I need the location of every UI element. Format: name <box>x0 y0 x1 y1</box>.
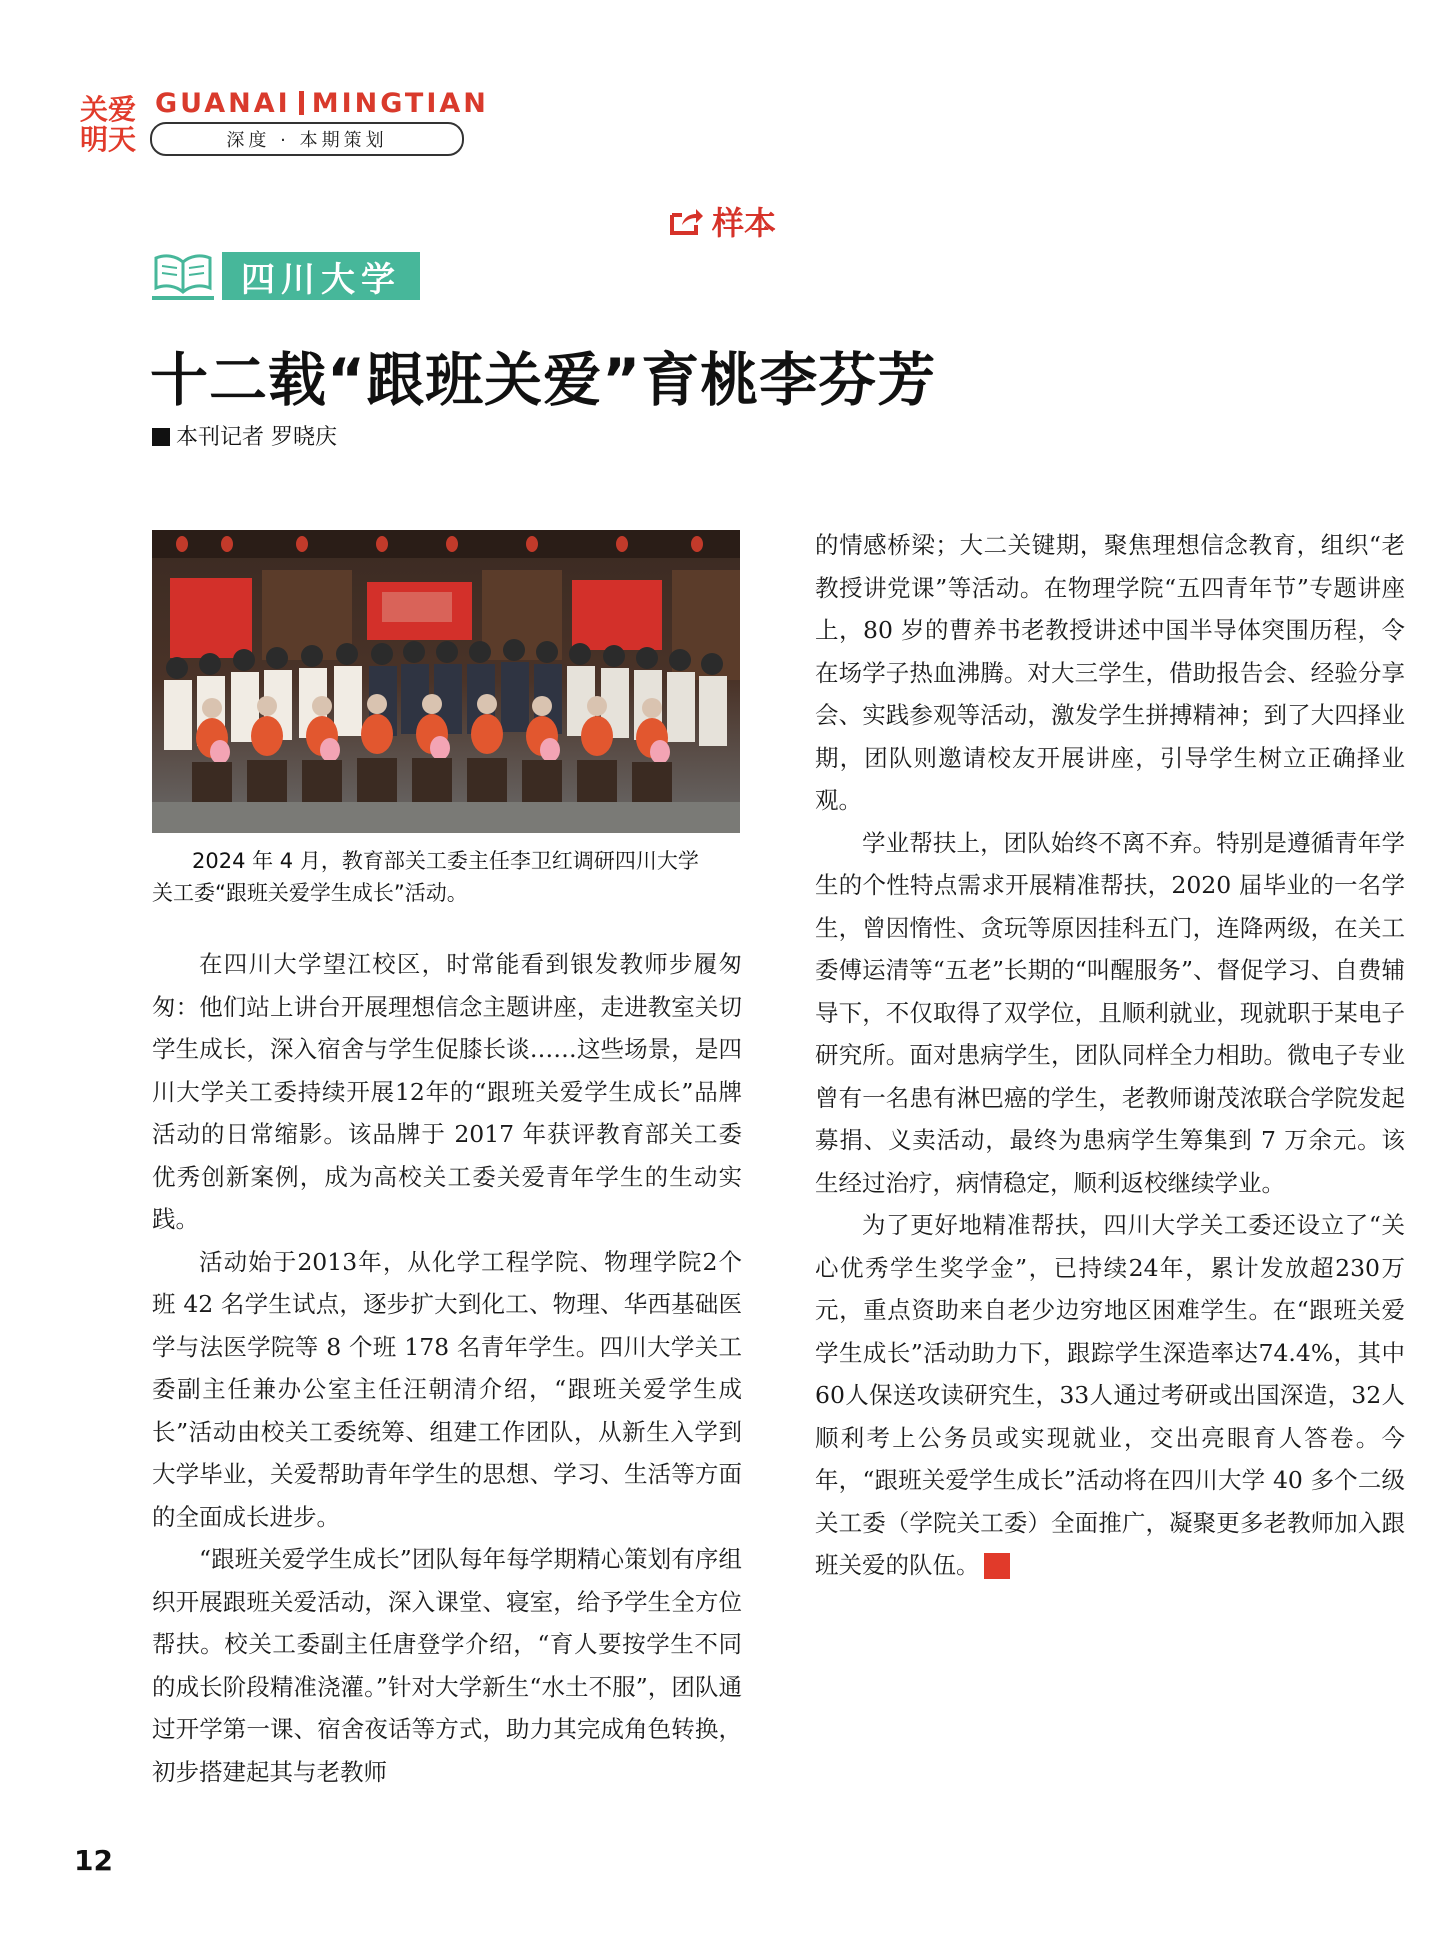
brand-right: MINGTIAN <box>311 88 489 119</box>
brand-separator <box>299 91 304 115</box>
paragraph-text: 为了更好地精准帮扶，四川大学关工委还设立了“关心优秀学生奖学金”，已持续24年，累计发放超230万元，重点资助来自老少边穷地区困难学生。在“跟班关爱学生成长”活动助力下，跟踪学生深造率达74.4%，其中60人保送攻读研究生，33人通过考研或出国深造，32人顺利考上公务员或实现就业，交出亮眼育人答卷。今年，“跟班关爱学生成长”活动将在四川大学 40 多个二级关工委（学院关工委）全面推广，凝聚更多老教师加入跟班关爱的队伍。 <box>815 1211 1405 1579</box>
logo-line-1: 关爱 <box>80 93 137 126</box>
university-tag: 四川大学 <box>222 252 420 300</box>
paragraph <box>815 1204 1405 1587</box>
body-column-2 <box>815 524 1405 1587</box>
brand-left: GUANAI <box>155 88 291 119</box>
page-number: 12 <box>74 1844 113 1877</box>
logo-line-2: 明天 <box>80 123 137 156</box>
paragraph: 的情感桥梁；大二关键期，聚焦理想信念教育，组织“老教授讲党课”等活动。在物理学院“五四青年节”专题讲座上，80 岁的曹养书老教授讲述中国半导体突围历程，令在场学子热血沸腾。对大三学生，借助报告会、经验分享会、实践参观等活动，激发学生拼搏精神；到了大四择业期，团队则邀请校友开展讲座，引导学生树立正确择业观。 <box>815 531 1405 814</box>
sample-text: 样本 <box>712 204 777 242</box>
paragraph: 在四川大学望江校区，时常能看到银发教师步履匆匆：他们站上讲台开展理想信念主题讲座，走进教室关切学生成长，深入宿舍与学生促膝长谈……这些场景，是四川大学关工委持续开展12年的“跟班关爱学生成长”品牌活动的日常缩影。该品牌于 2017 年获评教育部关工委优秀创新案例，成为高校关工委关爱青年学生的生动实践。 <box>152 950 742 1233</box>
section-label: 深度 · 本期策划 <box>150 122 464 156</box>
group-photo <box>152 530 740 833</box>
article-headline: 十二载“跟班关爱”育桃李芬芳 <box>150 346 937 414</box>
end-mark: 关 <box>984 1553 1010 1579</box>
byline: 本刊记者 罗晓庆 <box>152 420 337 451</box>
brand-name <box>155 88 489 119</box>
photo-caption <box>152 845 742 909</box>
body-column-1 <box>152 943 742 1793</box>
magazine-logo <box>80 95 140 155</box>
sample-label <box>668 198 776 244</box>
caption-line-2: 关工委“跟班关爱学生成长”活动。 <box>152 881 468 905</box>
book-icon <box>150 250 216 306</box>
paragraph: “跟班关爱学生成长”团队每年每学期精心策划有序组织开展跟班关爱活动，深入课堂、寝室，给予学生全方位帮扶。校关工委副主任唐登学介绍，“育人要按学生不同的成长阶段精准浇灌。”针对大学新生“水土不服”，团队通过开学第一课、宿舍夜话等方式，助力其完成角色转换，初步搭建起其与老教师 <box>152 1545 742 1786</box>
paragraph: 活动始于2013年，从化学工程学院、物理学院2个班 42 名学生试点，逐步扩大到化工、物理、华西基础医学与法医学院等 8 个班 178 名青年学生。四川大学关工委副主任兼办公室主任汪朝清介绍，“跟班关爱学生成长”活动由校关工委统筹、组建工作团队，从新生入学到大学毕业，关爱帮助青年学生的思想、学习、生活等方面的全面成长进步。 <box>152 1247 742 1531</box>
caption-line-1: 2024 年 4 月，教育部关工委主任李卫红调研四川大学 <box>192 849 699 873</box>
share-icon <box>668 205 704 237</box>
paragraph: 学业帮扶上，团队始终不离不弃。特别是遵循青年学生的个性特点需求开展精准帮扶，2020 届毕业的一名学生，曾因惰性、贪玩等原因挂科五门，连降两级，在关工委傅运清等“五老”长期的“叫醒服务”、督促学习、自费辅导下，不仅取得了双学位，且顺利就业，现就职于某电子研究所。面对患病学生，团队同样全力相助。微电子专业曾有一名患有淋巴癌的学生，老教师谢茂浓联合学院发起募捐、义卖活动，最终为患病学生筹集到 7 万余元。该生经过治疗，病情稳定，顺利返校继续学业。 <box>815 828 1405 1197</box>
